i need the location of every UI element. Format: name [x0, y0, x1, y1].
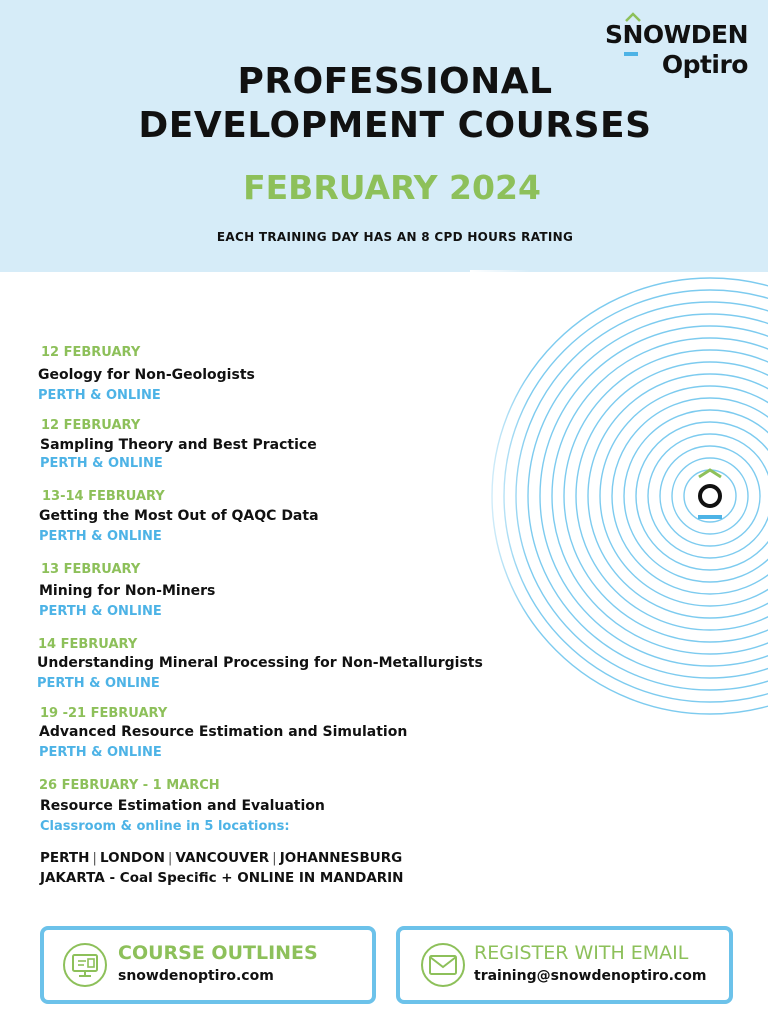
title-line-2: DEVELOPMENT COURSES: [138, 105, 652, 146]
city-johannesburg: JOHANNESBURG: [279, 850, 403, 866]
course-item: [38, 561, 215, 620]
course-date: 12 FEBRUARY: [41, 345, 141, 360]
course-location: PERTH & ONLINE: [40, 456, 163, 471]
logo-text-snowden: SNOWDEN: [604, 20, 748, 49]
city-perth: PERTH: [40, 850, 90, 866]
course-outlines-link[interactable]: snowdenoptiro.com: [118, 968, 274, 984]
city-london: LONDON: [99, 850, 165, 866]
city-separator: |: [167, 850, 173, 866]
concentric-rings-graphic: [470, 270, 768, 730]
register-email-card[interactable]: [396, 926, 733, 1004]
register-email-title: REGISTER WITH EMAIL: [474, 942, 689, 964]
course-title: Advanced Resource Estimation and Simulation: [39, 724, 408, 740]
course-date: 12 FEBRUARY: [41, 418, 141, 433]
course-item: [38, 636, 483, 692]
course-location: PERTH & ONLINE: [39, 529, 162, 544]
city-line-2: JAKARTA - Coal Specific + ONLINE IN MANDARIN: [40, 870, 404, 886]
city-line-1: [40, 848, 404, 868]
course-location: PERTH & ONLINE: [37, 676, 160, 691]
course-item: [38, 777, 325, 835]
logo-text-optiro: Optiro: [661, 50, 748, 79]
register-email-link[interactable]: training@snowdenoptiro.com: [474, 968, 707, 984]
course-title: Mining for Non-Miners: [39, 583, 216, 599]
course-location: PERTH & ONLINE: [39, 604, 162, 619]
course-date: 14 FEBRUARY: [38, 637, 138, 652]
month-heading: FEBRUARY 2024: [243, 168, 541, 207]
course-location: PERTH & ONLINE: [39, 745, 162, 760]
course-item: [38, 705, 407, 761]
course-location: Classroom & online in 5 locations:: [40, 819, 290, 834]
cpd-note: EACH TRAINING DAY HAS AN 8 CPD HOURS RATING: [216, 230, 574, 244]
city-separator: |: [92, 850, 97, 866]
city-separator: |: [272, 850, 277, 866]
course-location: PERTH & ONLINE: [38, 388, 161, 403]
computer-icon: [62, 942, 108, 988]
city-vancouver: VANCOUVER: [175, 850, 270, 866]
course-date: 26 FEBRUARY - 1 MARCH: [39, 778, 220, 793]
course-date: 19 -21 FEBRUARY: [40, 706, 168, 721]
logo-dash: [624, 52, 638, 56]
page-title: [0, 60, 768, 148]
course-item: [38, 417, 317, 472]
course-outlines-title: COURSE OUTLINES: [118, 942, 318, 964]
course-date: 13-14 FEBRUARY: [42, 489, 165, 504]
course-title: Geology for Non-Geologists: [38, 367, 255, 383]
course-title: Getting the Most Out of QAQC Data: [39, 508, 319, 524]
course-outlines-card[interactable]: [40, 926, 376, 1004]
course-title: Resource Estimation and Evaluation: [40, 798, 325, 814]
course-title: Sampling Theory and Best Practice: [40, 437, 317, 453]
title-line-1: PROFESSIONAL: [237, 61, 553, 102]
course-item: [38, 344, 255, 404]
city-list: [40, 848, 404, 888]
optiro-o-icon: [698, 470, 722, 519]
course-item: [38, 488, 319, 545]
course-date: 13 FEBRUARY: [41, 562, 141, 577]
course-title: Understanding Mineral Processing for Non-Metallurgists: [37, 655, 483, 671]
envelope-icon: [420, 942, 466, 988]
